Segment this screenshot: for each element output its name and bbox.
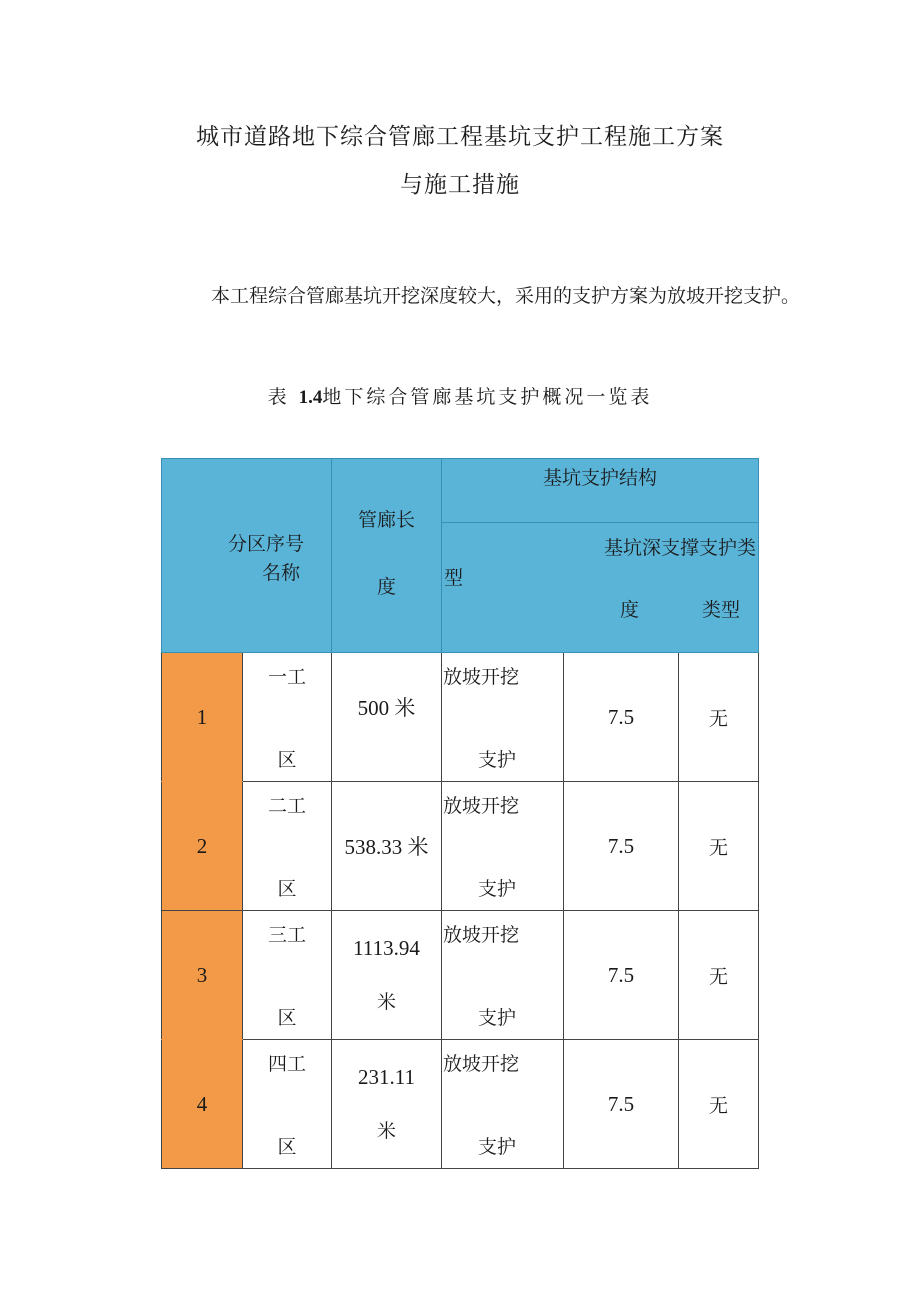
support-type-cell [442, 653, 564, 782]
zone-name-b: 区 [277, 1136, 297, 1158]
header-group-label: 基坑支护结构 [543, 467, 658, 489]
length-cell [332, 1040, 442, 1169]
zone-name [243, 911, 332, 1040]
header-depth-tail: 度 [620, 599, 640, 621]
row-number: 1 [162, 653, 243, 782]
support-type-a: 放坡开挖 [443, 1053, 520, 1075]
row-number: 4 [162, 1040, 243, 1169]
zone-name [243, 782, 332, 911]
brace-cell: 无 [679, 782, 759, 911]
caption-text: 地下综合管廊基坑支护概况一览表 [322, 386, 653, 408]
zone-name-b: 区 [277, 1007, 297, 1029]
length-a: 231.11 [358, 1065, 415, 1089]
document-title-line-2: 与施工措施 [400, 172, 520, 198]
table-caption [0, 382, 920, 409]
length-cell [332, 653, 442, 782]
brace-cell: 无 [679, 911, 759, 1040]
support-type-cell [442, 911, 564, 1040]
support-type-b: 支护 [478, 749, 517, 771]
document-title-line-1: 城市道路地下综合管廊工程基坑支护工程施工方案 [196, 124, 724, 150]
intro-paragraph: 本工程综合管廊基坑开挖深度较大，采用的支护方案为放坡开挖支护。 [211, 285, 801, 307]
table-row [162, 653, 759, 782]
length-a: 1113.94 [353, 936, 420, 960]
zone-name-a: 四工 [268, 1053, 307, 1075]
header-sub-columns [442, 523, 759, 653]
table-row [162, 782, 759, 911]
zone-name [243, 1040, 332, 1169]
zone-name-b: 区 [277, 878, 297, 900]
header-length-line1: 管廊长 [358, 508, 416, 531]
zone-name-a: 二工 [268, 795, 307, 817]
length-b: 米 [377, 991, 397, 1013]
table-row [162, 1040, 759, 1169]
header-length-line2: 度 [377, 575, 397, 598]
zone-name-b: 区 [277, 749, 297, 771]
length-a: 500 米 [357, 696, 416, 720]
header-length [332, 459, 442, 653]
depth-cell: 7.5 [564, 782, 679, 911]
length-a: 538.33 米 [344, 835, 429, 859]
table-row [162, 911, 759, 1040]
depth-cell: 7.5 [564, 911, 679, 1040]
header-zone [162, 459, 332, 653]
support-type-b: 支护 [478, 878, 517, 900]
support-type-a: 放坡开挖 [443, 666, 520, 688]
support-overview-table [161, 458, 759, 1169]
depth-cell: 7.5 [564, 1040, 679, 1169]
zone-name-a: 一工 [268, 666, 307, 688]
row-number: 3 [162, 911, 243, 1040]
caption-number: 1.4 [298, 387, 323, 408]
support-type-cell [442, 782, 564, 911]
length-cell [332, 911, 442, 1040]
header-zone-line1: 分区序号 [228, 532, 305, 555]
row-number: 2 [162, 782, 243, 911]
length-b: 米 [377, 1120, 397, 1142]
header-support-group [442, 459, 759, 523]
support-type-cell [442, 1040, 564, 1169]
zone-name [243, 653, 332, 782]
brace-cell: 无 [679, 1040, 759, 1169]
depth-cell: 7.5 [564, 653, 679, 782]
header-sub-line1: 基坑深支撑支护类 [604, 537, 757, 559]
header-sub-line2: 型 [444, 567, 464, 589]
zone-name-a: 三工 [268, 924, 307, 946]
header-zone-line2: 名称 [262, 561, 301, 584]
support-type-b: 支护 [478, 1136, 517, 1158]
support-type-b: 支护 [478, 1007, 517, 1029]
length-cell [332, 782, 442, 911]
brace-cell: 无 [679, 653, 759, 782]
header-support-type: 类型 [702, 599, 741, 621]
caption-prefix: 表 [267, 386, 290, 408]
support-type-a: 放坡开挖 [443, 795, 520, 817]
support-type-a: 放坡开挖 [443, 924, 520, 946]
